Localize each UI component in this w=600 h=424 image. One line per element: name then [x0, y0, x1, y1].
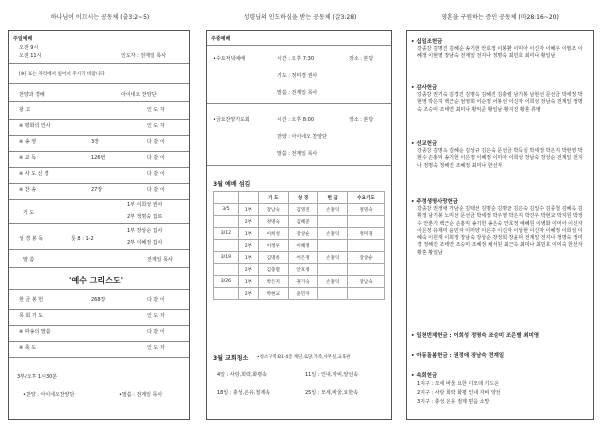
- duty-row: [214, 252, 385, 264]
- prayer-1: 1부 이희성 권사: [127, 202, 163, 208]
- stand-note: [※] 표는 자리에서 일어서 주시기 바랍니다: [19, 72, 105, 77]
- order-item-detail: 27장: [91, 187, 103, 193]
- wed-label: •수요저녁예배: [213, 56, 245, 62]
- duty-cell: [348, 216, 385, 228]
- worship-order-box: [8, 30, 190, 420]
- order-item: 광 고: [19, 107, 31, 113]
- duty-row: [214, 204, 385, 216]
- duty-cell: [214, 288, 239, 300]
- duty-cell: 손홍익: [318, 252, 348, 264]
- duty-cell: [318, 240, 348, 252]
- duty-cell: 안호정: [288, 264, 318, 276]
- duty-cell: 2부: [238, 240, 258, 252]
- scripture-1: 1부 장상순 집사: [127, 228, 163, 234]
- order-item: ※ 송 영: [19, 139, 37, 145]
- burnt-offering: • 일천번제헌금 : 이희성 정명숙 조승미 조은별 최미영: [411, 333, 540, 339]
- duty-cell: 손홍익: [318, 276, 348, 288]
- duty-cell: 장남숙: [258, 204, 288, 216]
- order-item: ※ 파송의 말씀: [19, 329, 51, 335]
- order-item: 현 금 봉 헌: [19, 297, 44, 303]
- duty-row: [214, 288, 385, 300]
- order-item-detail: 268장: [91, 297, 106, 303]
- duty-cell: 1부: [238, 276, 258, 288]
- duty-cell: 손홍익: [318, 204, 348, 216]
- order-item-leader: 다 같 이: [147, 155, 165, 161]
- order-item-leader: 다 같 이: [147, 329, 165, 335]
- clean-title: 3월 교회청소: [213, 355, 249, 362]
- duty-cell: [318, 288, 348, 300]
- middle-heading: 성령님의 인도하심을 받는 공동체 (갈3:28): [243, 14, 357, 21]
- duty-cell: [214, 240, 239, 252]
- duty-cell: [318, 216, 348, 228]
- duty-title: 3월 예배 섬김: [213, 181, 251, 188]
- wed-time: 시간 : 오후 7:30: [277, 56, 315, 62]
- order-item-leader: 다 같 이: [147, 139, 165, 145]
- duty-row: [214, 240, 385, 252]
- child-care: • 아동돌봄헌금 : 권정애 장남숙 전계일: [411, 353, 505, 359]
- left-heading: 하나님이 이끄시는 공동체 (출3:2~5): [50, 14, 150, 21]
- order-item: ※ 축 도: [19, 345, 37, 351]
- duty-cell: [214, 264, 239, 276]
- fri-word: 말씀 : 전계일 목사: [277, 151, 318, 157]
- duty-header: [214, 192, 385, 204]
- duty-cell: 2부: [238, 216, 258, 228]
- left-column: [0, 0, 200, 424]
- duty-cell: [214, 216, 239, 228]
- duty-cell: 박현교: [258, 288, 288, 300]
- mission-title: • 선교헌금: [411, 141, 438, 147]
- order-item-leader: 인 도 자: [147, 107, 165, 113]
- duty-cell: 1부: [238, 228, 258, 240]
- duty-cell: [318, 264, 348, 276]
- duty-header-cell: [214, 192, 239, 204]
- duty-cell: 정명숙: [348, 204, 385, 216]
- order-item: ※ 사 도 신 경: [19, 171, 49, 177]
- duty-cell: 권기숙: [288, 276, 318, 288]
- order-item-leader: 다 같 이: [147, 187, 165, 193]
- scripture-label: 성 경 봉 독: [19, 236, 44, 242]
- weekly-title: 주중예배: [211, 36, 231, 42]
- order-item-detail: 3장: [91, 139, 100, 145]
- life-names: 강종강 권정애 가남순 김택선 김명순 김명균 김은숙 김일수 김종철 김혜옥 김휘정 남기봉 노미선 문선금 박세정 박우영 박은지 박진우 박현교 박지원 박정수 안춘기 백근순 손홍익 송기헌 송은숙 안호정 예혜원 이병화 이미아 이신자 이은정 유제미 윤민자 이미양 이은주 이신자 이상현 이신자 이혜정 이희성 이혜숙 이원재 이희정 장남숙 장상순 장정희 장윤덕 전계일 전지나 정명숙 정미경 정해진 조태연 조승미 조혜정 채서원 최근옥 최미나 최민호 이미숙 한선자 황혼 황일남: [417, 206, 583, 256]
- prayer-2: 2부 정명숙 집로: [127, 214, 163, 220]
- clean-note: •청소구역:B1-4층 계단,로당,가족,사무실,교육관: [257, 355, 351, 360]
- tithe-names: 강종강 김명진 김혜순 송기헌 안호정 이봉환 이미아 이신자 이혜우 이필조 이혜정 이현영 장남숙 전계일 전지나 정명숙 최민호 최미나 황일남: [417, 46, 583, 60]
- third-praise: •찬양 : 아이네오찬양단: [23, 392, 75, 398]
- duty-header-cell: 성 경: [288, 192, 318, 204]
- scripture-ref: 룻 8 : 1-2: [71, 236, 94, 242]
- duty-cell: 김충렬: [258, 264, 288, 276]
- thanks-names: 강종강 권기숙 김경진 김명옥 김혜진 김충렬 남기봉 남현선 문선금 박세정 박현영 박은지 백근순 엄영희 어순정 어봉선 이신자 이희성 장남숙 전계일 정명숙 조승미 조태연 최미나 황익준 황일남 황지진 황혼 류병: [417, 92, 583, 113]
- order-item: 목 회 기 도: [19, 313, 44, 319]
- order-item: ※ 평화의 인사: [19, 123, 51, 129]
- fri-time: 시간 : 오후 8:00: [277, 117, 315, 123]
- wed-place: 장소 : 본당: [349, 56, 374, 62]
- praise-worship: 찬양과 경배: [19, 92, 45, 98]
- order-item: ※ 교 독: [19, 155, 37, 161]
- wed-word: 말씀 : 전계일 목사: [277, 90, 318, 96]
- order-item-detail: 126번: [91, 155, 106, 161]
- duty-cell: 이정우: [258, 240, 288, 252]
- class-2: 2지구 : 사랑 희락 화평 인내 자비 양선: [417, 390, 501, 396]
- order-item-leader: 인 도 자: [147, 123, 165, 129]
- duty-cell: 장상순: [348, 252, 385, 264]
- praise-team: 아이네오 찬양단: [121, 92, 157, 98]
- order-item: ※ 찬 송: [19, 187, 37, 193]
- order-item-leader: 인 도 자: [147, 313, 165, 319]
- thanks-title: • 감사헌금: [411, 85, 438, 91]
- duty-cell: 김명진: [288, 204, 318, 216]
- duty-cell: [348, 264, 385, 276]
- duty-cell: 3/12: [214, 228, 239, 240]
- duty-cell: 3/26: [214, 276, 239, 288]
- order-item-leader: 다 같 이: [147, 171, 165, 177]
- duty-row: [214, 264, 385, 276]
- duty-table: [213, 191, 385, 300]
- clean-item: 18일 : 충성,온유,절제속: [217, 390, 271, 396]
- prayer-label: 기 도: [23, 210, 35, 216]
- weekly-box: [206, 30, 392, 420]
- class-title: • 속회헌금: [411, 373, 438, 379]
- duty-cell: 3/19: [214, 252, 239, 264]
- class-3: 3지구 : 충성 온유 절제 믿음 소망: [417, 399, 490, 405]
- duty-cell: [348, 240, 385, 252]
- class-1: 1지구 : 모세 바울 요한 디모데 기드온: [417, 381, 500, 387]
- right-column: [400, 0, 600, 424]
- duty-cell: 이혜정: [288, 240, 318, 252]
- sermon-title: '예수 그리스도': [69, 276, 124, 285]
- duty-cell: 장상순: [288, 228, 318, 240]
- duty-header-cell: 수요기도: [348, 192, 385, 204]
- duty-cell: 2부: [238, 288, 258, 300]
- duty-cell: 2부: [238, 264, 258, 276]
- fri-label: •금요찬양기도회: [213, 117, 250, 123]
- duty-cell: 어은정: [288, 252, 318, 264]
- duty-cell: [348, 288, 385, 300]
- order-item-leader: 인 도 자: [147, 345, 165, 351]
- scripture-2: 2부 이혜정 집사: [127, 240, 163, 246]
- duty-cell: 이희성: [258, 228, 288, 240]
- duty-cell: 윤민자: [288, 288, 318, 300]
- duty-cell: 1부: [238, 252, 258, 264]
- time-9: 오전 9시: [19, 45, 39, 51]
- duty-header-cell: 헌 금: [318, 192, 348, 204]
- duty-cell: 박은지: [258, 276, 288, 288]
- third-service: 3부/오후 1시30분: [17, 374, 58, 380]
- mission-names: 강종강 김명옥 김혜순 김상규 김은숙 문선금 박득실 박세정 박은지 박현영 박현수 손홍익 송기헌 이은정 이혜정 이미아 이희성 장남숙 장상순 전계일 전지나 정명숙 정해진 조혜정 최미나 한선자: [417, 148, 583, 169]
- middle-column: [200, 0, 400, 424]
- duty-cell: 손홍익: [318, 228, 348, 240]
- duty-cell: 김명옥: [258, 252, 288, 264]
- life-title: • 주정생명사랑헌금: [411, 199, 458, 205]
- sermon-label: 말 씀: [23, 257, 35, 263]
- clean-item: 11일 : 인내,자비,양선속: [305, 372, 359, 378]
- order-item-leader: 다 같 이: [147, 297, 165, 303]
- duty-row: [214, 216, 385, 228]
- duty-header-cell: [238, 192, 258, 204]
- wed-prayer: 기도 : 정미경 권사: [277, 73, 318, 79]
- duty-cell: 장남숙: [348, 276, 385, 288]
- leader: 인도자 : 전계일 목사: [121, 53, 167, 59]
- clean-item: 25일 : 모세,바울,요한속: [305, 390, 359, 396]
- duty-cell: 1부: [238, 204, 258, 216]
- duty-cell: 김혜준: [288, 216, 318, 228]
- offering-box: [406, 30, 594, 420]
- duty-cell: 정미경: [348, 228, 385, 240]
- tithe-title: • 십일조헌금: [411, 39, 443, 45]
- duty-cell: 3/5: [214, 204, 239, 216]
- time-11: 오전 11시: [19, 53, 42, 59]
- fri-place: 장소 : 본당: [349, 117, 374, 123]
- clean-item: 4일 : 사랑,희락,화평속: [217, 372, 267, 378]
- third-word: •말씀 : 전계일 목사: [119, 392, 163, 398]
- sunday-title: 주일예배: [13, 36, 33, 42]
- right-heading: 영혼을 구원하는 증인 공동체 (마28:16~20): [441, 14, 559, 21]
- fri-praise: 찬양 : 아이네오 찬양단: [277, 134, 327, 140]
- duty-header-cell: 기 도: [258, 192, 288, 204]
- duty-cell: 정명숙: [258, 216, 288, 228]
- duty-row: [214, 228, 385, 240]
- sermon-preacher: 전계일 목사: [147, 257, 173, 263]
- duty-row: [214, 276, 385, 288]
